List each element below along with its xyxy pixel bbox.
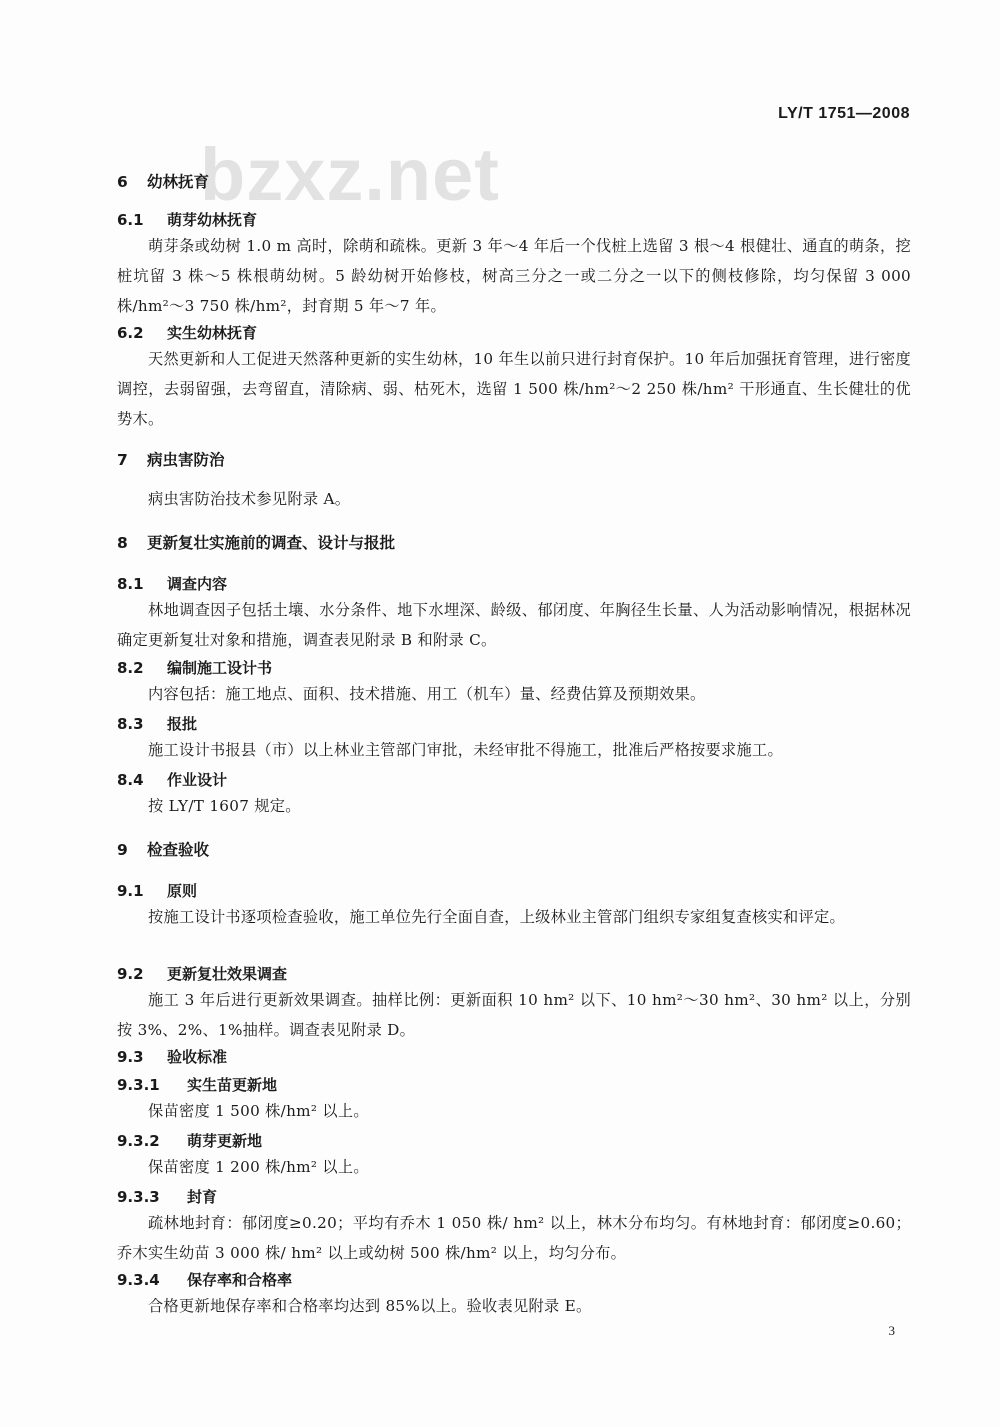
section-9-3-4-text: 合格更新地保存率和合格率均达到 85%以上。验收表见附录 E。 (148, 1297, 592, 1315)
section-6-1-heading: 6.1 萌芽幼林抚育 (117, 211, 258, 229)
section-6-1-text: 萌芽条或幼树 1.0 m 高时，除萌和疏株。更新 3 年～4 年后一个伐桩上选留 3 根～4 根健壮、通直的萌条，挖桩坑留 3 株～5 株根萌幼树。5 龄幼树开始修枝，树高三分之一或二分之一以下的侧枝修除，均匀保留 3 000 株/hm²～3 750 株/hm²，封育期 5 年～7 年。 (117, 237, 911, 315)
section-8-3-heading: 8.3 报批 (117, 715, 198, 733)
section-9-2-text: 施工 3 年后进行更新效果调查。抽样比例：更新面积 10 hm² 以下、10 hm²～30 hm²、30 hm² 以上，分别按 3%、2%、1%抽样。调查表见附录 D。 (117, 991, 911, 1039)
section-9-3-1-text: 保苗密度 1 500 株/hm² 以上。 (148, 1102, 369, 1120)
section-8-1-heading: 8.1 调查内容 (117, 575, 228, 593)
section-9-3-heading: 9.3 验收标准 (117, 1048, 228, 1066)
section-8-heading: 8 更新复壮实施前的调查、设计与报批 (117, 534, 396, 552)
section-8-1-text: 林地调查因子包括土壤、水分条件、地下水埋深、龄级、郁闭度、年胸径生长量、人为活动影响情况，根据林况确定更新复壮对象和措施，调查表见附录 B 和附录 C。 (117, 601, 911, 649)
section-8-2-text: 内容包括：施工地点、面积、技术措施、用工（机车）量、经费估算及预期效果。 (148, 685, 706, 703)
section-9-1-text: 按施工设计书逐项检查验收，施工单位先行全面自查，上级林业主管部门组织专家组复查核实和评定。 (148, 908, 845, 926)
section-6-heading: 6 幼林抚育 (117, 173, 210, 191)
section-9-3-2-heading: 9.3.2 萌芽更新地 (117, 1132, 263, 1150)
section-9-3-3-text: 疏林地封育：郁闭度≥0.20；平均有乔木 1 050 株/ hm² 以上，林木分布均匀。有林地封育：郁闭度≥0.60；乔木实生幼苗 3 000 株/ hm² 以上或幼树 500 株/hm² 以上，均匀分布。 (117, 1214, 911, 1262)
section-7-text: 病虫害防治技术参见附录 A。 (148, 490, 351, 508)
section-9-2-heading: 9.2 更新复壮效果调查 (117, 965, 288, 983)
section-8-4-heading: 8.4 作业设计 (117, 771, 228, 789)
section-8-2-heading: 8.2 编制施工设计书 (117, 659, 273, 677)
section-9-3-3-heading: 9.3.3 封育 (117, 1188, 218, 1206)
watermark: bzxz.net (200, 133, 500, 216)
section-8-3-text: 施工设计书报县（市）以上林业主管部门审批，未经审批不得施工，批准后严格按要求施工。 (148, 741, 783, 759)
section-9-heading: 9 检查验收 (117, 841, 210, 859)
section-7-heading: 7 病虫害防治 (117, 451, 225, 469)
section-6-2-text: 天然更新和人工促进天然落种更新的实生幼林，10 年生以前只进行封育保护。10 年后加强抚育管理，进行密度调控，去弱留强，去弯留直，清除病、弱、枯死木，选留 1 500 株/hm²～2 250 株/hm² 干形通直、生长健壮的优势木。 (117, 350, 911, 428)
section-6-2-heading: 6.2 实生幼林抚育 (117, 324, 258, 342)
page-number: 3 (888, 1323, 895, 1338)
section-8-4-text: 按 LY/T 1607 规定。 (148, 797, 301, 815)
section-9-3-2-text: 保苗密度 1 200 株/hm² 以上。 (148, 1158, 369, 1176)
section-9-3-1-heading: 9.3.1 实生苗更新地 (117, 1076, 278, 1094)
section-9-1-heading: 9.1 原则 (117, 882, 198, 900)
section-9-3-4-heading: 9.3.4 保存率和合格率 (117, 1271, 293, 1289)
standard-code: LY/T 1751—2008 (778, 105, 910, 122)
